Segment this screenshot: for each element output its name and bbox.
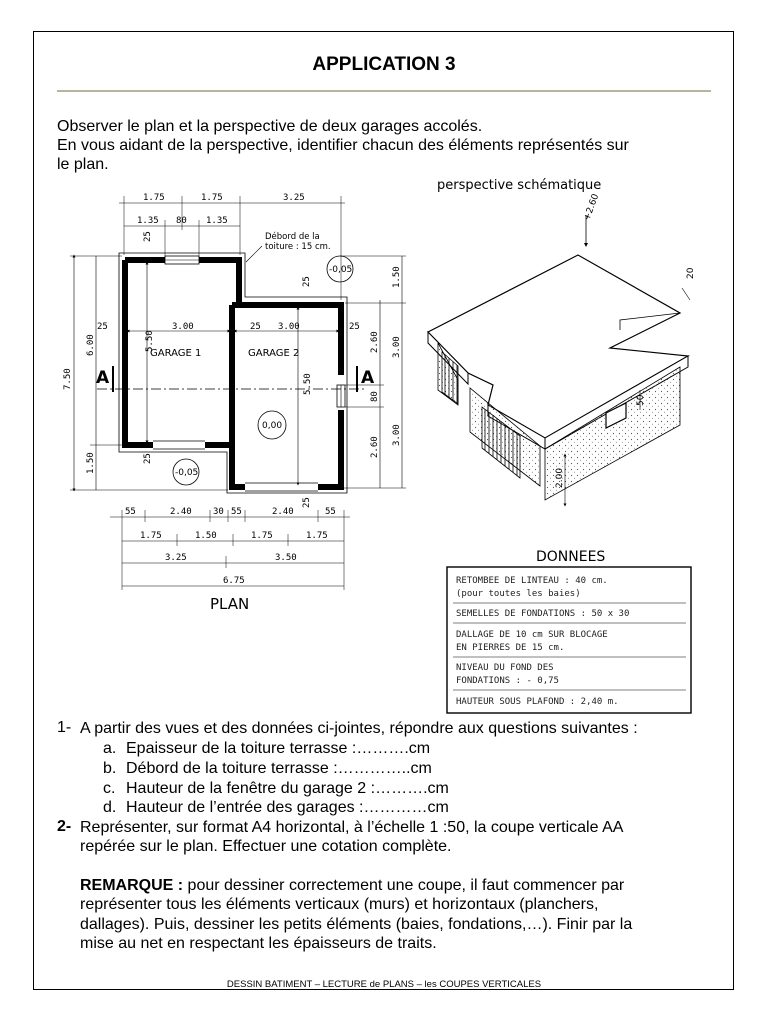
question-2-line-1: Représenter, sur format A4 horizontal, à l’échelle 1 :50, la coupe verticale AA — [80, 819, 624, 836]
donnees-line-5: EN PIERRES DE 15 cm. — [456, 643, 565, 653]
question-1a-letter: a. — [103, 740, 117, 757]
dim-bot-r4: 6.75 — [223, 576, 245, 586]
dim-right-1-50: 1.50 — [392, 266, 402, 288]
question-1d-letter: d. — [103, 799, 117, 816]
intro-line-1: Observer le plan et la perspective de deux garages accolés. — [57, 118, 483, 135]
dim-inner-25-c: 25 — [349, 322, 360, 332]
question-2-line-2: repérée sur le plan. Effectuer une cotation complète. — [80, 838, 452, 855]
remark-line-1 — [80, 876, 624, 896]
dim-inner-3-00-a: 3.00 — [172, 322, 194, 332]
section-mark-left: A — [96, 368, 110, 388]
dim-inner-25-a: 25 — [250, 322, 261, 332]
dim-right-2-60-b: 2.60 — [370, 436, 380, 458]
question-1d-text: Hauteur de l’entrée des garages :…………cm — [126, 799, 449, 816]
dim-top-row2-1: 1.35 — [137, 216, 159, 226]
dim-bot-r2-2: 1.50 — [195, 531, 217, 541]
dim-top-2: 1.75 — [201, 193, 223, 203]
perspective-view — [428, 178, 696, 505]
garage-1-label: GARAGE 1 — [150, 348, 202, 359]
dim-right-80: 80 — [370, 391, 380, 402]
donnees-box — [447, 549, 691, 713]
perspective-dim-200: 2.00 — [555, 467, 565, 488]
dim-inner-25-b: 25 — [97, 322, 108, 332]
intro-line-2: En vous aidant de la perspective, identifier chacun des éléments représentés sur — [57, 137, 629, 154]
floor-plan — [63, 193, 406, 613]
dim-right-3-00-b: 3.00 — [392, 424, 402, 446]
question-1b-text: Débord de la toiture terrasse :…………..cm — [126, 760, 432, 777]
dim-top-row2-2: 80 — [176, 216, 187, 226]
question-1b-letter: b. — [103, 760, 117, 777]
dim-inner-25-d: 25 — [143, 231, 153, 242]
question-1c-letter: c. — [103, 780, 116, 797]
dim-right-3-00-a: 3.00 — [392, 336, 402, 358]
page-title: APPLICATION 3 — [312, 54, 456, 75]
dim-inner-25-e: 25 — [143, 453, 153, 464]
debord-note-1: Débord de la — [265, 232, 320, 242]
dim-bot-r3-1: 3.25 — [165, 553, 187, 563]
dim-v-5-50-a: 5.50 — [145, 330, 155, 352]
donnees-line-3: SEMELLES DE FONDATIONS : 50 x 30 — [456, 609, 630, 619]
perspective-dim-20: 20 — [686, 267, 696, 279]
question-1-number: 1- — [57, 719, 72, 736]
level-floor: 0,00 — [262, 421, 283, 431]
dim-inner-25-g: 25 — [302, 497, 312, 508]
donnees-line-7: FONDATIONS : - 0,75 — [456, 676, 559, 686]
dim-bot-r3-2: 3.50 — [275, 553, 297, 563]
dim-inner-25-f: 25 — [302, 276, 312, 287]
perspective-title: perspective schématique — [437, 178, 602, 193]
dim-top-3: 3.25 — [283, 193, 305, 203]
dim-v-5-50-b: 5.50 — [303, 373, 313, 395]
dim-bot-3: 30 — [213, 507, 224, 517]
question-2-number: 2- — [57, 818, 72, 835]
dim-bot-5: 2.40 — [272, 507, 294, 517]
dim-bot-1: 55 — [125, 507, 136, 517]
dim-bot-r2-1: 1.75 — [140, 531, 162, 541]
level-roof: -0,05 — [329, 265, 353, 275]
perspective-dim-top: +2.60 — [582, 192, 602, 223]
remark-line-1-text: pour dessiner correctement une coupe, il faut commencer par — [183, 877, 625, 894]
dim-left-6-00: 6.00 — [86, 334, 96, 356]
dim-left-7-50: 7.50 — [63, 368, 73, 390]
dim-bot-2: 2.40 — [170, 507, 192, 517]
dim-right-2-60-a: 2.60 — [370, 331, 380, 353]
donnees-line-1: RETOMBEE DE LINTEAU : 40 cm. — [456, 576, 608, 586]
section-mark-right: A — [361, 368, 375, 388]
level-outside: -0,05 — [175, 468, 199, 478]
debord-note-2: toiture : 15 cm. — [265, 242, 331, 252]
donnees-line-4: DALLAGE DE 10 cm SUR BLOCAGE — [456, 630, 608, 640]
remark-line-2: représenter tous les éléments verticaux (murs) et horizontaux (planchers, — [80, 896, 599, 913]
intro-line-3: le plan. — [57, 156, 109, 173]
dim-bot-6: 55 — [325, 507, 336, 517]
dim-left-1-50: 1.50 — [86, 452, 96, 474]
page-footer: DESSIN BATIMENT – LECTURE de PLANS – les COUPES VERTICALES — [226, 979, 542, 990]
remark-keyword: REMARQUE : — [80, 877, 184, 894]
dim-bot-r2-3: 1.75 — [251, 531, 273, 541]
remark-line-4: mise au net en respectant les épaisseurs de traits. — [80, 935, 437, 952]
dim-bot-4: 55 — [231, 507, 242, 517]
garage-2-label: GARAGE 2 — [248, 348, 300, 359]
donnees-heading: DONNEES — [536, 549, 606, 565]
perspective-dim-50: 50 — [636, 394, 646, 406]
donnees-line-2: (pour toutes les baies) — [456, 589, 581, 599]
question-1c-text: Hauteur de la fenêtre du garage 2 :……….cm — [126, 780, 449, 797]
plan-caption: PLAN — [210, 595, 250, 613]
dim-bot-r2-4: 1.75 — [306, 531, 328, 541]
dim-top-1: 1.75 — [143, 193, 165, 203]
question-1a-text: Epaisseur de la toiture terrasse :……….cm — [126, 740, 431, 757]
donnees-line-6: NIVEAU DU FOND DES — [456, 663, 554, 673]
remark-line-3: dallages). Puis, dessiner les petits éléments (baies, fondations,…). Finir par la — [80, 916, 633, 933]
dim-top-row2-3: 1.35 — [206, 216, 228, 226]
donnees-line-8: HAUTEUR SOUS PLAFOND : 2,40 m. — [456, 697, 619, 707]
question-1-text: A partir des vues et des données ci-jointes, répondre aux questions suivantes : — [80, 720, 638, 737]
dim-inner-3-00-b: 3.00 — [278, 322, 300, 332]
